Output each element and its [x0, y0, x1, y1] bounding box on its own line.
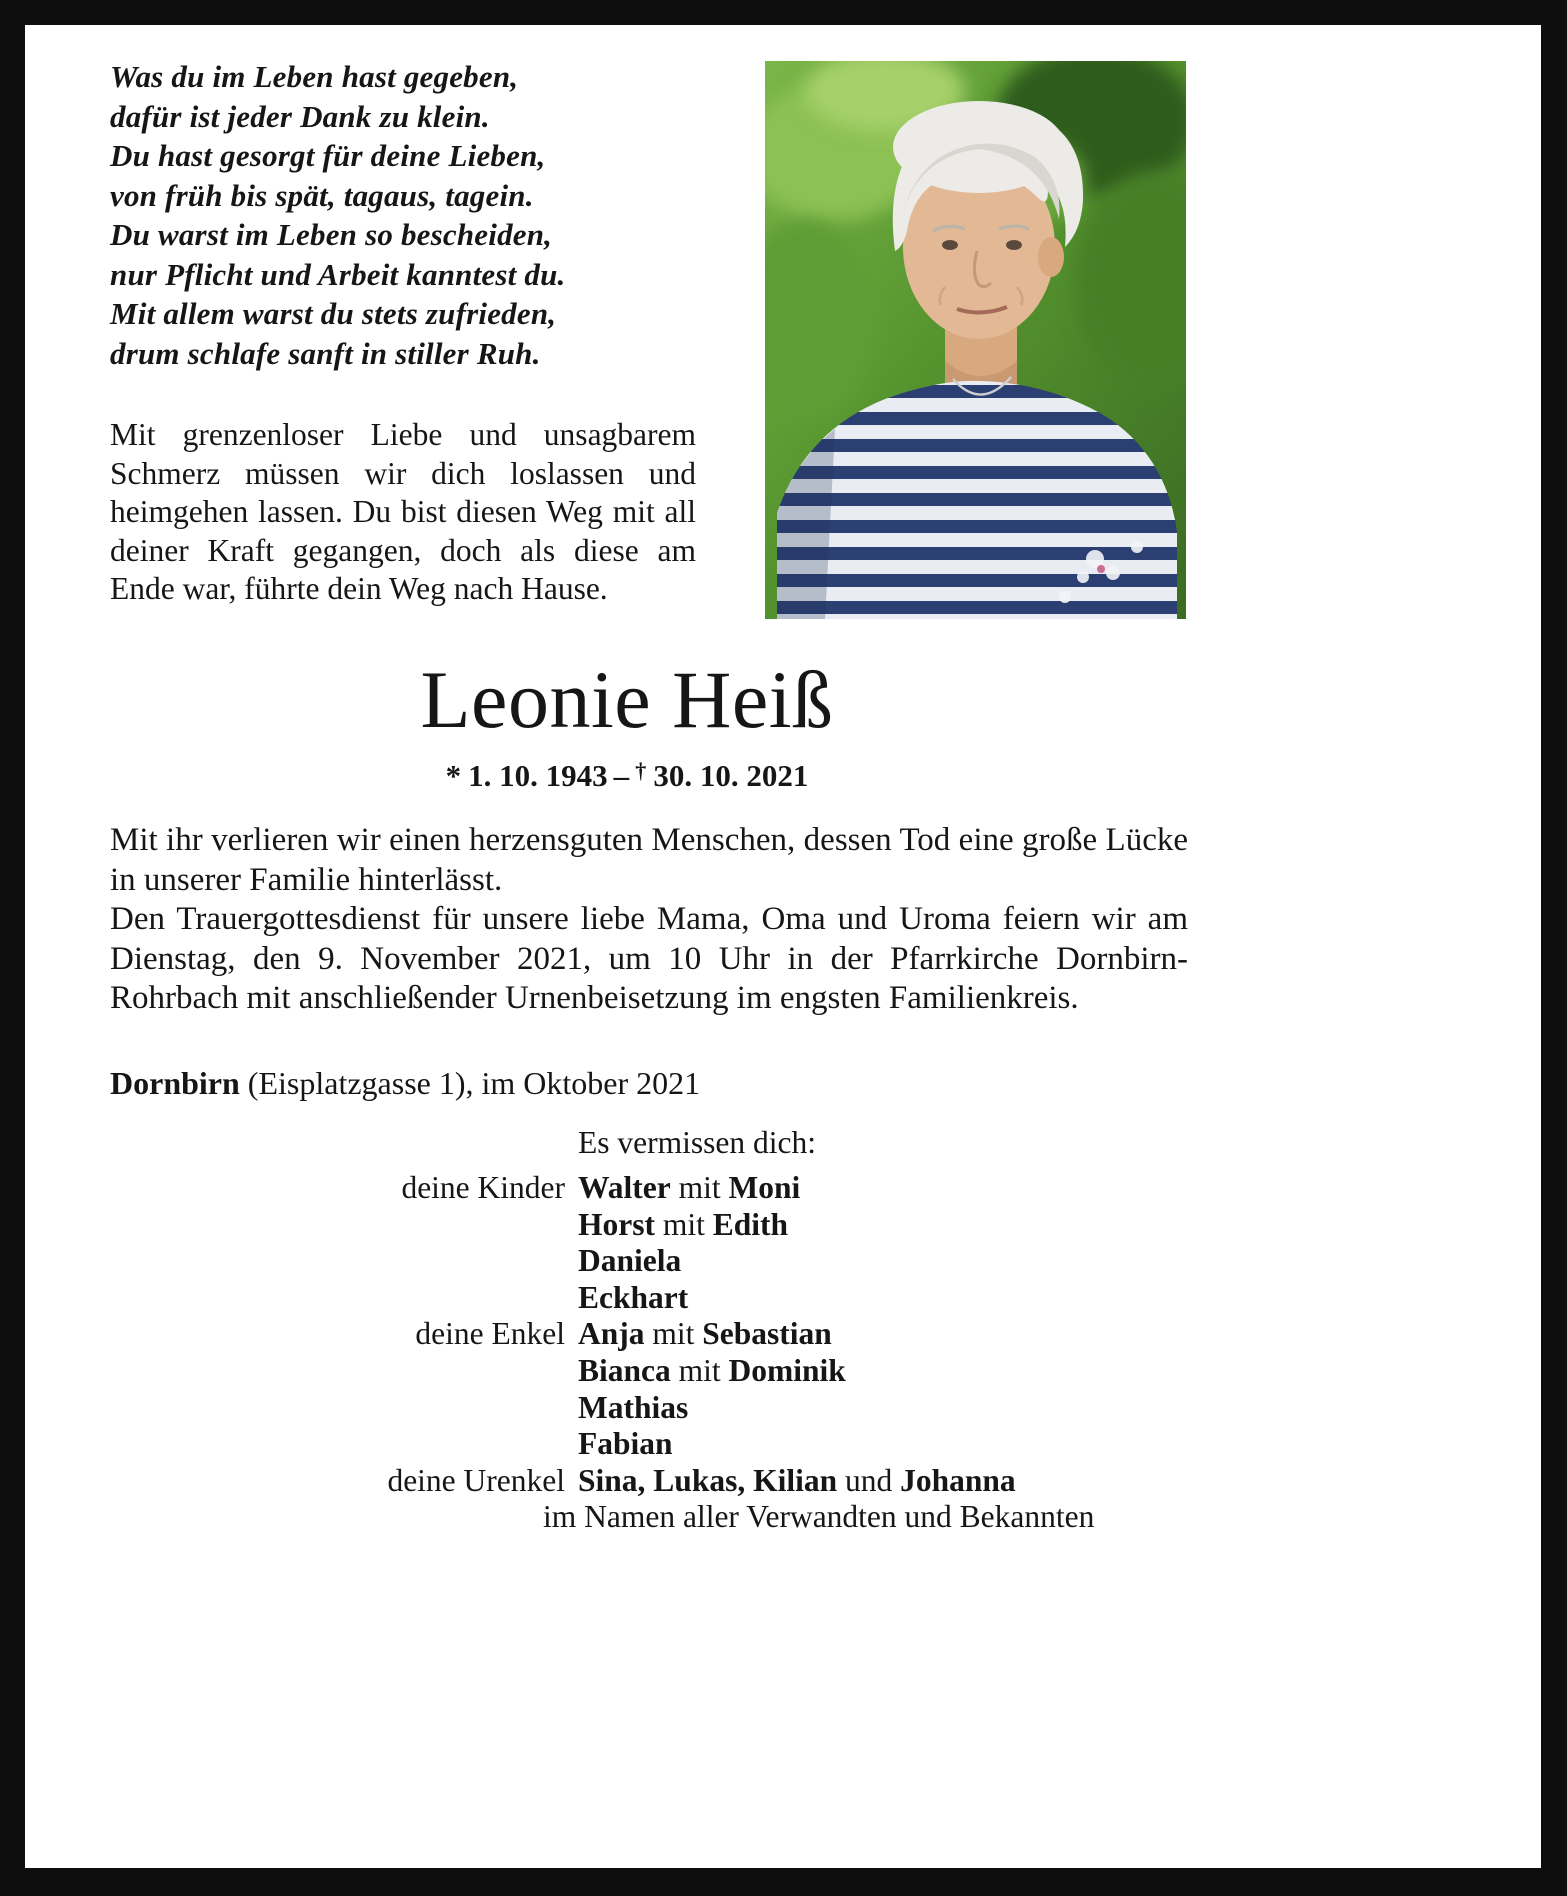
mourner-name: Eckhart: [578, 1279, 689, 1315]
relation-label: [110, 1353, 565, 1390]
mourner-row: [110, 1243, 1200, 1280]
mourner-name: Dominik: [728, 1352, 846, 1388]
relation-label: [110, 1243, 565, 1280]
memorial-poem: [110, 57, 565, 373]
mourner-row: [110, 1426, 1200, 1463]
deceased-name: Leonie Heiß: [420, 654, 834, 745]
mourner-row: [110, 1353, 1200, 1390]
mourner-name: Horst: [578, 1206, 655, 1242]
mourner-names: [578, 1426, 673, 1463]
poem-line: Was du im Leben hast gegeben,: [110, 59, 519, 94]
city-name: Dornbirn: [110, 1065, 240, 1101]
mourners-heading: Es vermissen dich:: [578, 1125, 816, 1160]
mourner-name: Bianca: [578, 1352, 671, 1388]
birth-star-symbol: *: [445, 758, 462, 793]
poem-line: nur Pflicht und Arbeit kanntest du.: [110, 256, 566, 292]
mourner-text: mit: [654, 1206, 713, 1242]
mourner-row: [110, 1463, 1200, 1500]
life-dates: [67, 758, 1187, 794]
farewell-paragraph: Mit grenzenloser Liebe und unsagbarem Schmerz müssen wir dich loslassen und heimgehen lassen. Du bist diesen Weg mit all deiner Kraft gegangen, doch als diese am Ende war, führte dein Weg nach Hause.: [110, 417, 696, 606]
death-date: 30. 10. 2021: [653, 758, 809, 793]
mourner-names: [578, 1353, 846, 1390]
poem-line: von früh bis spät, tagaus, tagein.: [110, 177, 534, 213]
mourner-names: [578, 1280, 688, 1317]
mourner-row: [110, 1390, 1200, 1427]
mourner-names: [578, 1390, 688, 1427]
dates-separator: –: [613, 758, 630, 793]
mourner-name: Sina, Lukas, Kilian: [578, 1462, 838, 1498]
mourner-row: [110, 1499, 1200, 1536]
mourner-row: [110, 1207, 1200, 1244]
announcement-text: [110, 821, 1188, 1019]
mourner-text: mit: [644, 1316, 703, 1352]
mourner-text: mit: [670, 1170, 729, 1205]
poem-line: Mit allem warst du stets zufrieden,: [110, 296, 557, 331]
mourner-name: Johanna: [900, 1462, 1016, 1498]
mourner-names: [578, 1207, 788, 1244]
relation-label: [110, 1426, 565, 1463]
death-cross-symbol: †: [635, 758, 647, 784]
mourner-text: mit: [670, 1352, 729, 1388]
mourner-row: [110, 1316, 1200, 1353]
announcement-paragraph-1: Mit ihr verlieren wir einen herzensguten Menschen, dessen Tod eine große Lücke in unserer Familie hinterlässt.: [110, 822, 1188, 898]
mourner-names: [578, 1316, 832, 1353]
mourner-name: Moni: [728, 1170, 801, 1205]
mourner-name: Sebastian: [702, 1316, 832, 1352]
mourner-names: [578, 1170, 800, 1207]
portrait-photo-graphic: [765, 61, 1186, 619]
mourners-list: [110, 1170, 1200, 1536]
relation-label: [110, 1207, 565, 1244]
mourner-row: [110, 1170, 1200, 1207]
city-date-rest: (Eisplatzgasse 1), im Oktober 2021: [239, 1065, 701, 1101]
mourner-names: [578, 1243, 681, 1280]
mourner-name: Anja: [578, 1316, 645, 1352]
relation-label: [110, 1390, 565, 1427]
relation-label: deine Kinder: [401, 1170, 565, 1205]
obituary-sheet: [25, 25, 1541, 1868]
relation-label: [110, 1499, 565, 1536]
poem-line: drum schlafe sanft in stiller Ruh.: [110, 335, 541, 371]
relation-label: deine Urenkel: [387, 1462, 565, 1498]
city-date-line: [110, 1065, 700, 1102]
mourner-name: Walter: [578, 1170, 671, 1205]
mourner-names: [543, 1499, 1094, 1536]
mourner-text: im Namen aller Verwandten und Bekannten: [543, 1499, 1095, 1535]
poem-line: Du warst im Leben so bescheiden,: [110, 217, 553, 252]
relation-label: deine Enkel: [415, 1316, 565, 1352]
mourner-row: [110, 1280, 1200, 1317]
mourner-text: und: [837, 1462, 901, 1498]
relation-label: [110, 1280, 565, 1317]
mourner-name: Fabian: [578, 1426, 673, 1462]
mourner-name: Mathias: [578, 1389, 689, 1425]
birth-date: 1. 10. 1943: [468, 758, 608, 793]
poem-line: Du hast gesorgt für deine Lieben,: [110, 138, 546, 173]
mourner-names: [578, 1463, 1016, 1500]
poem-line: dafür ist jeder Dank zu klein.: [110, 98, 490, 134]
mourner-name: Edith: [712, 1206, 789, 1242]
announcement-paragraph-2: Den Trauergottesdienst für unsere liebe Mama, Oma und Uroma feiern wir am Dienstag, den 9. November 2021, um 10 Uhr in der Pfarrkirche Dornbirn-Rohrbach mit anschließender Urnenbeisetzung im engsten Familienkreis.: [110, 901, 1188, 1016]
portrait-photo: [765, 61, 1186, 619]
mourner-name: Daniela: [578, 1243, 682, 1279]
